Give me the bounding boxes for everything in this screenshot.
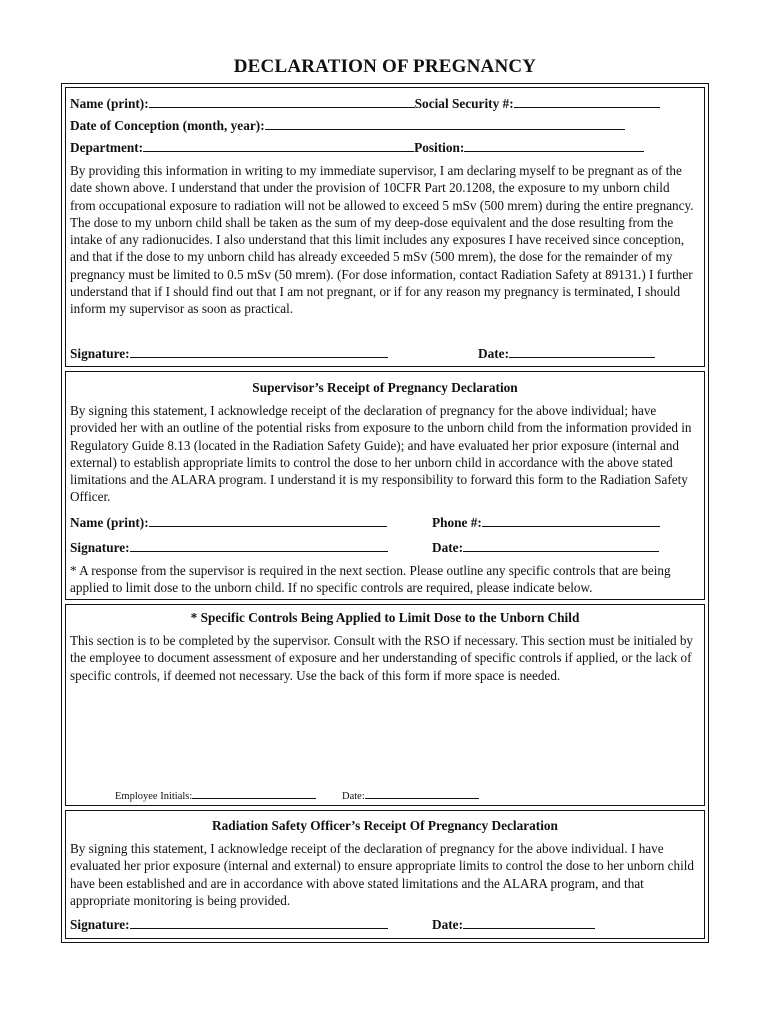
controls-date-label: Date: <box>342 791 365 802</box>
position-label: Position: <box>414 140 465 155</box>
supervisor-signature-field[interactable] <box>130 538 388 552</box>
rso-date-label: Date: <box>432 917 464 932</box>
supervisor-date-field[interactable] <box>463 538 659 552</box>
rso-body: By signing this statement, I acknowledge receipt of the declaration of pregnancy for the above individual. I have evaluated her prior exposure (internal and external) to ensure appropriate limits to control the dose to her unborn child have been established and are in accordance with above stated limitations and the ALARA program, and that appropriate monitoring is being provided. <box>70 841 694 908</box>
rso-signature-field[interactable] <box>130 915 388 929</box>
controls-section <box>65 604 705 806</box>
declaration-signature-row <box>70 344 388 363</box>
supervisor-body: By signing this statement, I acknowledge receipt of the declaration of pregnancy for the above individual; have provided her with an outline of the potential risks from exposure to the unborn child from the information provided in Regulatory Guide 8.13 (located in the Radiation Safety Guide); and have evaluated her prior exposure (internal and external) to establish appropriate limits to control the dose to her unborn child in accordance with the above stated limitations and the ALARA program. I understand it is my responsibility to forward this form to the Radiation Safety Officer. <box>70 403 692 505</box>
conception-row <box>70 116 625 135</box>
form-title: DECLARATION OF PREGNANCY <box>233 56 537 77</box>
supervisor-signature-label: Signature: <box>70 540 130 555</box>
supervisor-phone-label: Phone #: <box>432 515 482 530</box>
name-row <box>70 94 660 113</box>
name-label: Name (print): <box>70 96 149 111</box>
department-field[interactable] <box>143 138 414 152</box>
rso-signature-row <box>70 915 388 934</box>
signature-field[interactable] <box>130 344 388 358</box>
supervisor-date-row <box>432 538 659 557</box>
date-label: Date: <box>478 346 510 361</box>
signature-label: Signature: <box>70 346 130 361</box>
rso-signature-label: Signature: <box>70 917 130 932</box>
supervisor-name-label: Name (print): <box>70 515 149 530</box>
supervisor-name-field[interactable] <box>149 513 387 527</box>
department-row <box>70 138 644 157</box>
rso-heading: Radiation Safety Officer’s Receipt Of Pregnancy Declaration <box>212 818 558 833</box>
controls-date-field[interactable] <box>365 788 479 799</box>
supervisor-signature-row <box>70 538 388 557</box>
supervisor-phone-field[interactable] <box>482 513 660 527</box>
date-field[interactable] <box>509 344 655 358</box>
ssn-label: Social Security #: <box>414 96 514 111</box>
initials-field[interactable] <box>192 788 316 799</box>
declaration-body: By providing this information in writing to my immediate supervisor, I am declaring myself to be pregnant as of the date shown above. I understand that under the provision of 10CFR Part 20.1208, the exposure to my unborn child from occupational exposure to radiation will not be allowed to exceed 5 mSv (500 mrem) during the entire pregnancy. The dose to my unborn child shall be taken as the sum of my deep-dose equivalent and the dose resulting from the intake of any radionucides. I also understand that this limit includes any exposures I have received since conception, and that if the dose to my unborn child has already exceeded 5 mSv (500 mrem), the dose for the remainder of my pregnancy must be limited to 0.5 mSv (50 mrem). (For dose information, contact Radiation Safety at 89131.) I further understand that if I should find out that I am not pregnant, or if for any reason my pregnancy is terminated, I should inform my supervisor as soon as practical. <box>70 163 694 317</box>
controls-heading: * Specific Controls Being Applied to Limit Dose to the Unborn Child <box>190 610 580 625</box>
conception-field[interactable] <box>265 116 625 130</box>
declaration-date-row <box>478 344 655 363</box>
rso-date-row <box>432 915 595 934</box>
supervisor-phone-row <box>432 513 660 532</box>
rso-date-field[interactable] <box>463 915 595 929</box>
supervisor-name-row <box>70 513 387 532</box>
name-field[interactable] <box>149 94 415 108</box>
controls-date-row <box>342 788 479 804</box>
controls-body: This section is to be completed by the supervisor. Consult with the RSO if necessary. This section must be initialed by the employee to document assessment of exposure and her understanding of specific controls if applied, or the lack of specific controls, if deemed not necessary. Use the back of this form if more space is needed. <box>70 633 694 683</box>
department-label: Department: <box>70 140 144 155</box>
supervisor-heading: Supervisor’s Receipt of Pregnancy Declaration <box>252 380 518 395</box>
conception-label: Date of Conception (month, year): <box>70 118 265 133</box>
position-field[interactable] <box>464 138 644 152</box>
declaration-section <box>65 87 705 367</box>
supervisor-section <box>65 371 705 600</box>
initials-label: Employee Initials: <box>115 791 193 802</box>
rso-section <box>65 810 705 939</box>
initials-row <box>115 788 316 804</box>
supervisor-date-label: Date: <box>432 540 464 555</box>
ssn-field[interactable] <box>514 94 660 108</box>
supervisor-note: * A response from the supervisor is required in the next section. Please outline any specific controls that are being applied to limit dose to the unborn child. If no specific controls are required, please indicate below. <box>70 563 671 596</box>
